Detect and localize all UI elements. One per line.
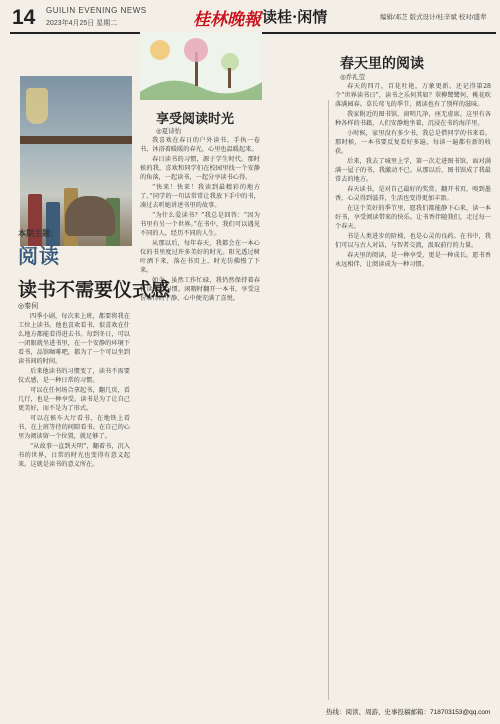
reading-room-illustration [20, 76, 132, 246]
middle-article-title: 享受阅读时光 [156, 112, 235, 127]
paper-name-english: GUILIN EVENING NEWS [46, 6, 147, 15]
reader-figure [65, 196, 115, 236]
paragraph: 春日读书的习惯，源于学生时代。那时候的我，喜欢和同学们在校园里找一个安静的角落，一起读书，一起分享读书心得。 [140, 156, 260, 181]
spring-illustration [140, 32, 262, 100]
paragraph: 如今，虽然工作忙碌，我仍然保持着春日读书的习惯。闲暇时翻开一本书，享受这份难得的宁静，心中便充满了喜悦。 [140, 277, 260, 302]
paragraph: 春天读书，是对自己最好的奖赏。翻开书页，嗅到墨香，心灵得到滋养，生活也变得更加丰盈。 [335, 186, 491, 202]
issue-date: 2023年4月25日 星期二 [46, 20, 118, 27]
right-article-title: 春天里的阅读 [340, 56, 424, 72]
spring-illustration-svg [140, 32, 262, 100]
page-number: 14 [12, 6, 36, 29]
paragraph: 从那以后，每年春天，我都会在一本心仪的书里度过许多美好的时光。阳光透过树叶洒下来，落在书页上，时光仿佛慢了下来。 [140, 240, 260, 274]
paragraph: 书是人类进步的阶梯，也是心灵的良药。在书中，我们可以与古人对话，与智者交流，汲取前行的力量。 [335, 233, 491, 249]
column-divider [328, 100, 329, 700]
paragraph: 春天的四月，百花吐艳，万象更新。还记得第28个“世界读书日”，读书之乐何其如？翠柳鹭鹭何，桃花吹落满园春。草长莺飞的季节，阅读也有了别样的滋味。 [335, 83, 491, 108]
paragraph: 小时候，家里没有多少书，我总是借同学的书来看。那时候，一本书要反复看好多遍，每读一遍都有新的收获。 [335, 130, 491, 155]
editor-credits: 编辑/邓芝 版式设计/桂辛斌 校对/盛辈 [380, 14, 487, 21]
hero-illustration [10, 38, 122, 210]
paragraph: “为什么爱读书？”我总是回答：“因为书里有另一个世界。”在书中，我们可以遇见不同的人，经历不同的人生。 [140, 212, 260, 237]
paragraph: “从故事一直到天明”，翻着书，沉入书的世界，日常的时光也变得有意义起来。这就是读书的意义所在。 [18, 443, 130, 468]
lamp-shape [26, 88, 48, 124]
paragraph: 四季小剧，每次来上班，都要将我在工位上读书。他也喜欢看书，很喜欢在什么地方都能看得进去书。每到冬日，可以一闭眼就坐进书里，在一个安静的环境下看书，品馆咖啡吧，都为了一个可以坐到读书间的时间。 [18, 313, 130, 365]
paragraph: 后来，我去了城里上学，第一次走进图书馆，面对满满一屋子的书，我激动不已。从那以后，图书馆成了我最常去的地方。 [335, 158, 491, 183]
paragraph: 我家附近的图书馆，窗明几净，座无虚席。这里有各种各样的书籍，人们安静地坐着，沉浸在书的海洋里。 [335, 111, 491, 127]
paragraph: 可以在候车大厅看书，在地铁上看书，在上班等待的间隙看书。在自己的心里为阅读留一个位置，就足够了。 [18, 415, 130, 440]
left-article-byline: ◎秦伺 [18, 302, 39, 310]
paragraph: 春天里的阅读，是一种享受，更是一种成长。愿书香永远相伴，让阅读成为一种习惯。 [335, 252, 491, 268]
paragraph: 后来他读书的习惯变了，读书不需要仪式感，是一种日常的习惯。 [18, 368, 130, 384]
footer-contact: 热线：阅读、周游、史事投稿邮箱：718703153@qq.com [326, 709, 491, 716]
newspaper-logo: 桂林晚報 [193, 10, 261, 30]
paragraph: 我喜欢在春日的户外读书。手执一卷书，沐浴着暖暖的春光，心里也温暖起来。 [140, 137, 260, 153]
left-article-title: 读书不需要仪式感 [18, 279, 171, 301]
section-name: 读桂·闲情 [262, 8, 328, 26]
theme-label: 本期主题： [18, 229, 58, 238]
theme-stamp: 阅读 [18, 244, 60, 268]
left-article-body [18, 312, 130, 692]
shelf-shape [20, 136, 132, 144]
right-article-byline: ◎乔礼莹 [340, 73, 366, 81]
paragraph: 可以在任何场合拿起书，翻几页，看几行，也是一种享受。读书是为了让自己更美好，而不是为了形式。 [18, 387, 130, 412]
middle-article-body [140, 136, 260, 711]
paragraph: 在这个美好的季节里，愿我们都能静下心来，读一本好书，享受阅读带来的快乐。让书香伴随我们，走过每一个春天。 [335, 205, 491, 230]
right-article-body [335, 82, 491, 707]
middle-article-byline: ◎夏诗怡 [156, 127, 182, 135]
paragraph: “快来！快来！我读到最精彩的地方了。”同学的一句话常常让我放下手中的书，凑过去听她讲述书里的故事。 [140, 184, 260, 209]
